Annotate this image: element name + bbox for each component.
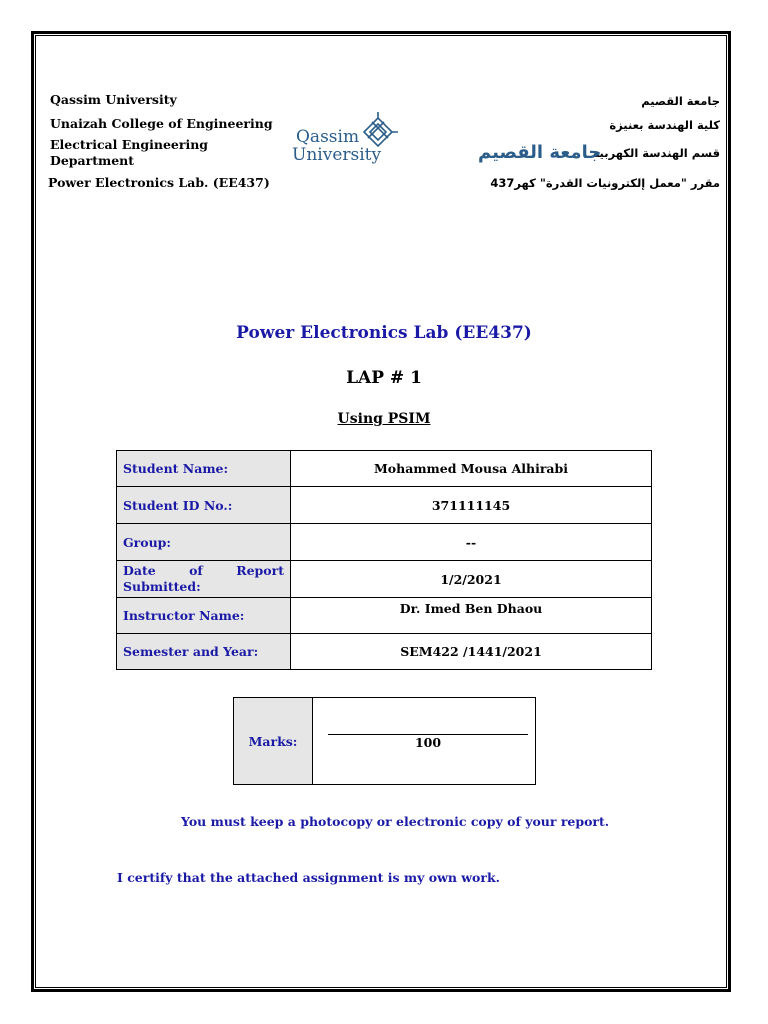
date-value: 1/2/2021 [291,561,652,598]
college-name-ar: كلية الهندسة بعنيزة [609,118,720,132]
table-row [117,487,652,524]
semester-value: SEM422 /1441/2021 [291,634,652,670]
date-label-line1: Date of Report [123,563,284,578]
marks-total: 100 [414,735,442,750]
lab-number: LAP # 1 [346,368,422,388]
semester-label: Semester and Year: [117,634,291,670]
student-id-label: Student ID No.: [117,487,291,524]
group-value: -- [291,524,652,561]
lab-subtitle: Using PSIM [337,411,431,427]
logo-emblem-icon [292,112,602,168]
date-label-line2: Submitted: [123,579,201,594]
table-row [117,561,652,598]
copy-notice: You must keep a photocopy or electronic copy of your report. [181,814,610,829]
student-name-value: Mohammed Mousa Alhirabi [291,451,652,487]
group-label: Group: [117,524,291,561]
department-ar: قسم الهندسة الكهربية [592,146,720,160]
student-name-label: Student Name: [117,451,291,487]
page-title: Power Electronics Lab (EE437) [236,323,532,343]
instructor-value: Dr. Imed Ben Dhaou [291,598,652,634]
instructor-label: Instructor Name: [117,598,291,634]
university-name: Qassim University [50,92,177,107]
department-line1: Electrical Engineering [50,137,209,152]
logo-text-arabic: جامعة القصيم [478,142,602,163]
student-info-table [116,450,652,670]
college-name: Unaizah College of Engineering [50,116,273,131]
date-label [117,561,291,598]
logo-text-qassim: Qassim [296,127,360,147]
department-line2: Department [50,153,135,168]
table-row [117,598,652,634]
table-row [117,524,652,561]
marks-label: Marks: [234,698,313,785]
table-row [117,634,652,670]
table-row [117,451,652,487]
course-name-ar: مقرر "معمل إلكترونيات القدرة" كهر437 [490,176,720,190]
qassim-university-logo [292,112,602,168]
student-id-value: 371111145 [291,487,652,524]
course-name: Power Electronics Lab. (EE437) [48,175,270,190]
logo-text-university: University [292,145,382,165]
university-name-ar: جامعة القصيم [641,94,720,108]
certify-statement: I certify that the attached assignment is my own work. [117,870,500,885]
